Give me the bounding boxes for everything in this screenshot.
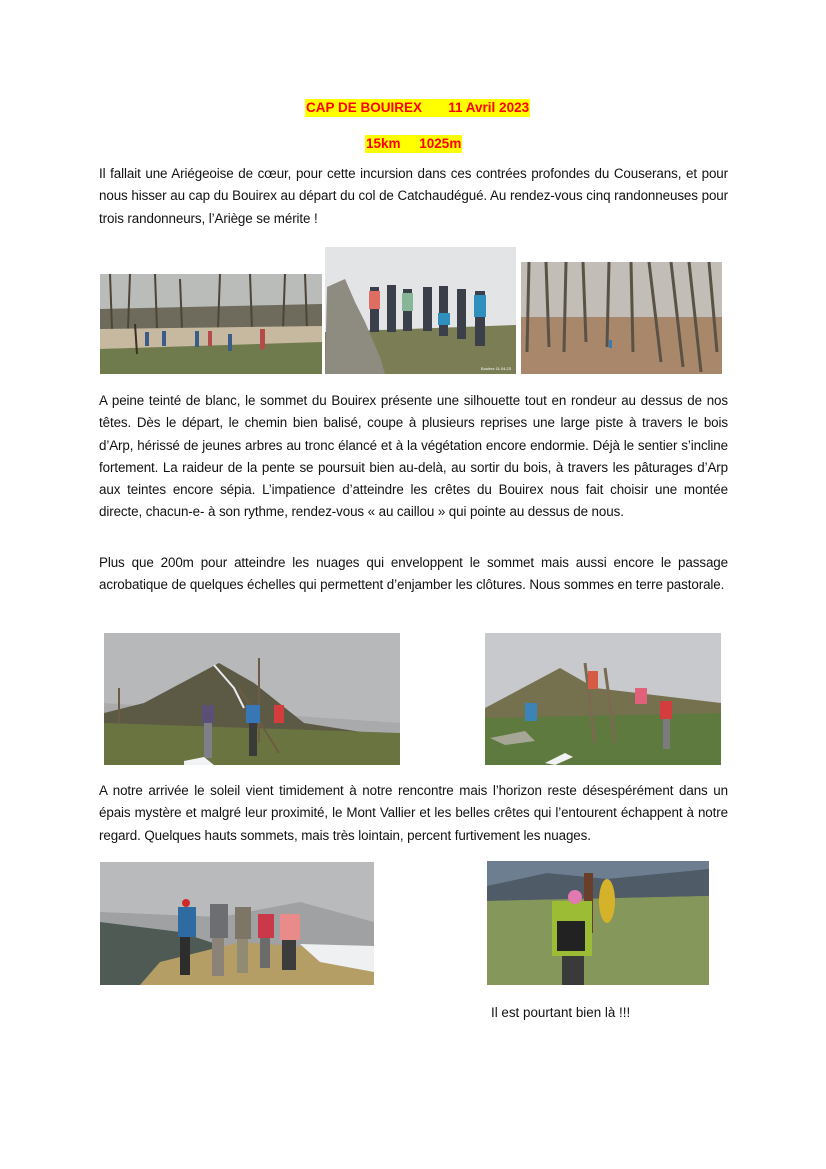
ladders-paragraph: Plus que 200m pour atteindre les nuages qui enveloppent le sommet mais aussi encore le passage acrobatique de quelques échelles qui permettent d’enjamber les clôtures. Nous sommes en terre pastorale. [99, 555, 728, 593]
photo-caption: Il est pourtant bien là !!! [491, 1005, 631, 1020]
photo-ladder-crossing-2 [485, 633, 721, 765]
photo-group-at-cairn [325, 247, 516, 374]
photo-group-summit [100, 862, 374, 985]
photo-beech-forest [521, 262, 722, 374]
photo-date-stamp: Bouirex 11.04.23 [481, 366, 511, 371]
ascent-paragraph: A peine teinté de blanc, le sommet du Bouirex présente une silhouette tout en rondeur au dessus de nos têtes. Dès le départ, le chemin bien balisé, coupe à plusieurs reprises une large piste à travers le bois d’Arp, hérissé de jeunes arbres au tronc élancé et à la végétation encore endormie. Déjà le sentier s’incline fortement. La raideur de la pente se poursuit bien au-delà, au sortir du bois, à travers les pâturages d’Arp aux teintes encore sépia. L’impatience d’atteindre les crêtes du Bouirex nous fait choisir une montée directe, chacun-e- à son rythme, rendez-vous « au caillou » qui pointe au dessus de nous. [99, 393, 728, 520]
hike-stats: 15km 1025m [366, 136, 462, 151]
photo-group-on-track [100, 274, 322, 374]
document-title: CAP DE BOUIREX 11 Avril 2023 [306, 100, 530, 115]
intro-paragraph: Il fallait une Ariégeoise de cœur, pour cette incursion dans ces contrées profondes du Couserans, et pour nous hisser au cap du Bouirex au départ du col de Catchaudégué. Au rendez-vous cinq randonneuses pour trois randonneurs, l’Ariège se mérite ! [99, 166, 728, 226]
photo-summit-marker [487, 861, 709, 985]
summit-paragraph: A notre arrivée le soleil vient timidement à notre rencontre mais l’horizon reste désespérément dans un épais mystère et malgré leur proximité, le Mont Vallier et les belles crêtes qui l’entourent échappent à notre regard. Quelques hauts sommets, mais très lointain, percent furtivement les nuages. [99, 783, 728, 843]
photo-ladder-crossing-1 [104, 633, 400, 765]
